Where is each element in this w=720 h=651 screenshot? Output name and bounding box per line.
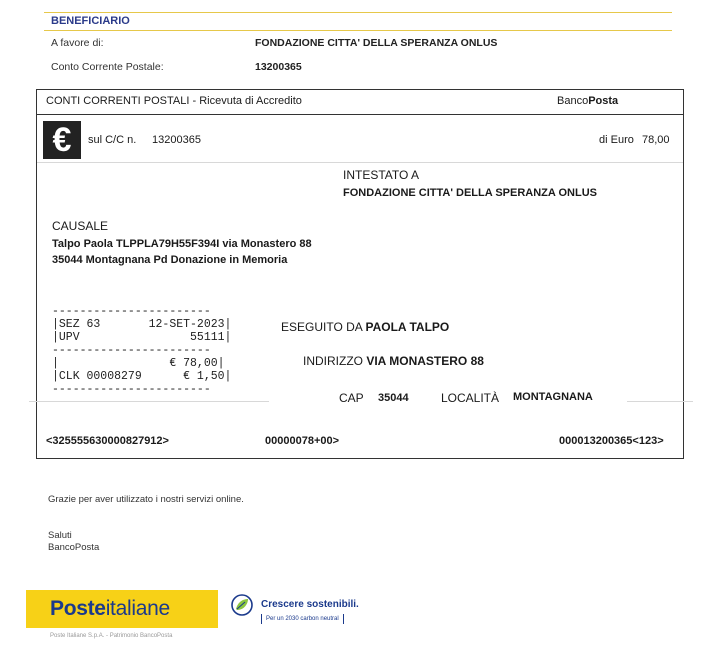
postal-stamp [52,305,231,396]
amount-value: 78,00 [642,134,670,146]
eseguito-value: PAOLA TALPO [365,320,450,334]
receipt-box [36,89,684,459]
stamp-dash-mid: ----------------------- [52,344,211,357]
grey-divider [37,162,683,163]
stamp-line-3: | € 78,00| [52,357,225,370]
logo-light: italiane [105,597,170,620]
logo-subtitle: Poste Italiane S.p.A. - Patrimonio BancoPosta [50,633,173,639]
poste-logo-text [50,597,170,621]
stamp-line-4: |CLK 00008279 € 1,50| [52,370,232,383]
stamp-line-1: |SEZ 63 12-SET-2023| [52,318,232,331]
causale-line-2: 35044 Montagnana Pd Donazione in Memoria [52,254,288,266]
localita-label: LOCALITÀ [441,391,500,405]
receipt-header-title: CONTI CORRENTI POSTALI - Ricevuta di Accredito [46,95,302,107]
stamp-line-2: |UPV 55111| [52,331,232,344]
code-right: 000013200365<123> [559,435,664,447]
causale-label: CAUSALE [52,219,109,233]
indirizzo-row [303,354,484,368]
conto-value: 13200365 [255,61,302,73]
grey-divider-left [29,401,269,402]
brand-bold: Posta [588,95,619,107]
brand-prefix: Banco [557,95,589,107]
causale-line-1: Talpo Paola TLPPLA79H55F394I via Monastero 88 [52,238,312,250]
cap-value: 35044 [378,392,409,404]
signature-text: BancoPosta [48,542,100,553]
grey-divider-right [627,401,693,402]
a-favore-value: FONDAZIONE CITTA' DELLA SPERANZA ONLUS [255,37,498,49]
bancoposta-brand [557,95,618,107]
thanks-text: Grazie per aver utilizzato i nostri servizi online. [48,494,244,505]
saluti-text: Saluti [48,530,72,541]
code-left: <325555630000827912> [46,435,169,447]
eseguito-label: ESEGUITO DA [281,320,363,334]
cc-number: 13200365 [152,134,201,146]
localita-value: MONTAGNANA [513,391,593,403]
intestato-value: FONDAZIONE CITTA' DELLA SPERANZA ONLUS [343,187,597,199]
conto-label: Conto Corrente Postale: [51,61,164,73]
eseguito-row [281,320,449,334]
eco-subtitle: Per un 2030 carbon neutral [261,614,344,624]
indirizzo-label: INDIRIZZO [303,354,363,368]
stamp-dash-bottom: ----------------------- [52,383,211,396]
eco-title: Crescere sostenibili. [261,599,359,610]
cap-label: CAP [339,391,364,405]
logo-bold: Poste [50,597,106,620]
a-favore-label: A favore di: [51,37,104,49]
receipt-header-rule [37,114,683,115]
beneficiario-top-rule [44,12,672,13]
beneficiario-bottom-rule [44,30,672,31]
beneficiario-title: BENEFICIARIO [51,15,130,27]
leaf-icon [230,593,254,617]
amount-label: di Euro [599,134,634,146]
indirizzo-value: VIA MONASTERO 88 [366,354,484,368]
stamp-dash-top: ----------------------- [52,305,211,318]
euro-icon: € [43,121,81,159]
cc-label: sul C/C n. [88,134,137,146]
intestato-label: INTESTATO A [343,168,420,182]
code-mid: 00000078+00> [265,435,340,447]
